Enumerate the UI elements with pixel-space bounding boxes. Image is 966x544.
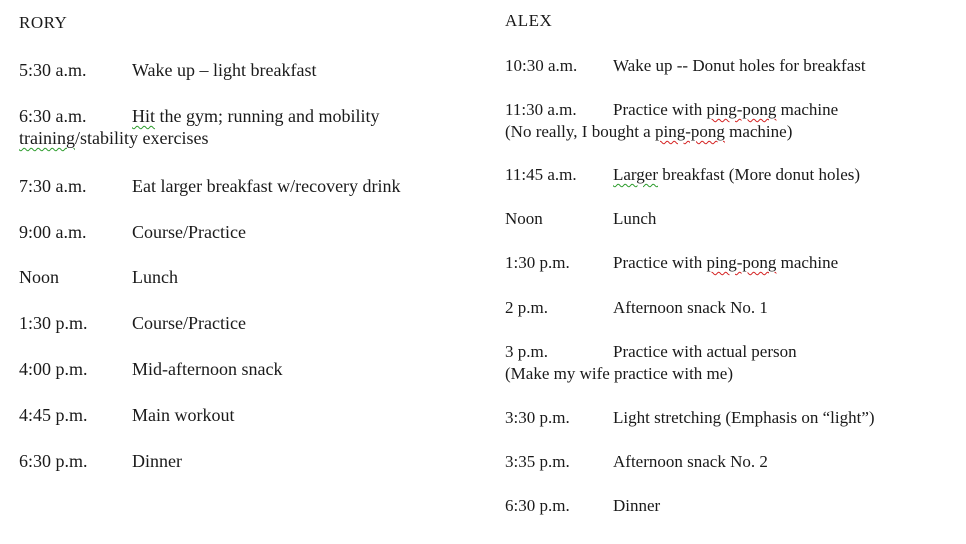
grammar-flag-word: Larger [613,165,658,184]
entry-activity-text: Practice with [613,253,707,272]
entry-time: 4:45 p.m. [19,405,88,425]
entry-time: 10:30 a.m. [505,56,578,75]
schedule-entry [19,221,489,243]
entry-time: 4:00 p.m. [19,359,88,379]
entry-activity-text: machine [776,100,839,119]
schedule-entry [505,297,960,319]
entry-activity: Dinner [132,451,182,471]
spelling-flag-word: ping-pong [706,100,777,119]
schedule-entry [505,164,960,186]
entry-activity: Practice with actual person [613,342,797,361]
schedule-entry [19,266,489,288]
entry-continuation [505,121,960,143]
entry-activity-text: the gym; running and mobility [155,106,380,126]
entry-time: Noon [19,267,59,287]
entry-time: 1:30 p.m. [19,313,88,333]
entry-activity: Afternoon snack No. 1 [613,298,768,317]
schedule-entry [505,208,960,230]
grammar-flag-word: training [19,128,75,148]
entry-time: 9:00 a.m. [19,222,87,242]
entry-time: 3:30 p.m. [505,408,570,427]
entry-activity-text: breakfast (More donut holes) [658,165,861,184]
entry-activity: Mid-afternoon snack [132,359,283,379]
schedule-entry [505,495,960,517]
entry-activity: Afternoon snack No. 2 [613,452,768,471]
entry-time: 6:30 p.m. [505,496,570,515]
entry-time: 7:30 a.m. [19,176,87,196]
entry-time: 2 p.m. [505,298,548,317]
entry-time: 6:30 a.m. [19,106,87,126]
schedule-entry [19,59,489,81]
entry-activity: Wake up – light breakfast [132,60,317,80]
entry-activity-text: machine [776,253,839,272]
entry-activity: Eat larger breakfast w/recovery drink [132,176,401,196]
schedule-entry [19,175,489,197]
entry-activity: Lunch [613,209,657,228]
entry-activity: Course/Practice [132,313,246,333]
entry-time: 3 p.m. [505,342,548,361]
entry-activity: Light stretching (Emphasis on “light”) [613,408,875,427]
entry-continuation: (Make my wife practice with me) [505,364,733,383]
entry-activity [613,252,838,274]
entry-activity: Main workout [132,405,235,425]
entry-time: 11:30 a.m. [505,100,577,119]
entry-activity: Lunch [132,267,178,287]
schedule-entry [19,450,489,472]
entry-activity [613,164,860,186]
entry-activity: Dinner [613,496,661,515]
schedule-entry [19,358,489,380]
spelling-flag-word: ping-pong [706,253,777,272]
schedule-entry [505,407,960,429]
schedule-entry [19,105,489,149]
schedule-entry [505,252,960,274]
entry-time: 6:30 p.m. [19,451,88,471]
entry-time: 11:45 a.m. [505,165,577,184]
entry-activity-text: Practice with [613,100,707,119]
spelling-flag-word: ping-pong [654,122,725,141]
entry-continuation [19,127,489,149]
entry-activity: Wake up -- Donut holes for breakfast [613,56,866,75]
schedule-entry [19,312,489,334]
entry-activity [613,99,838,121]
entry-time: Noon [505,209,543,228]
entry-time: 5:30 a.m. [19,60,87,80]
entry-continuation-text: /stability exercises [75,128,209,148]
entry-time: 1:30 p.m. [505,253,570,272]
entry-activity [132,105,380,127]
rory-heading: RORY [19,13,68,32]
grammar-flag-word: Hit [132,106,156,126]
schedule-entry [505,341,960,385]
alex-heading: ALEX [505,11,553,30]
entry-time: 3:35 p.m. [505,452,570,471]
schedule-entry [505,99,960,143]
schedule-entry [19,404,489,426]
entry-continuation-text: machine) [724,122,793,141]
schedule-entry [505,451,960,473]
entry-activity: Course/Practice [132,222,246,242]
schedule-entry [505,55,960,77]
entry-continuation-text: (No really, I bought a [505,122,655,141]
